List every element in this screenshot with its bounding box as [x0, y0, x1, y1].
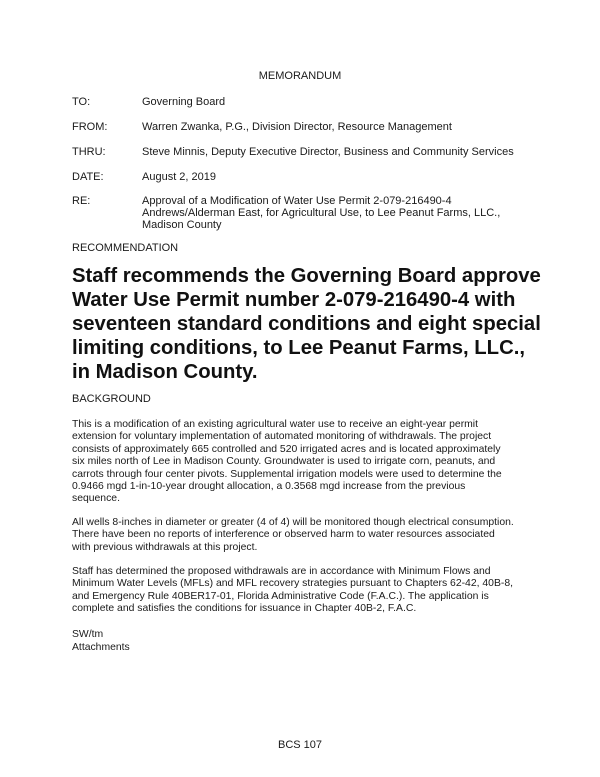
paragraph-line: Minimum Water Levels (MFLs) and MFL recovery strategies pursuant to Chapters 62-42, 40B-8,: [72, 578, 514, 590]
background-paragraph-3: [72, 566, 542, 616]
background-paragraph-1: [72, 419, 542, 506]
paragraph-line: six miles north of Lee in Madison County. Groundwater is used to irrigate corn, peanuts, and: [72, 456, 496, 468]
to-label: TO:: [72, 96, 91, 108]
background-paragraph-2: [72, 517, 542, 554]
paragraph-line: This is a modification of an existing agricultural water use to receive an eight-year permit: [72, 419, 479, 430]
recommendation-label: RECOMMENDATION: [72, 242, 179, 254]
page-footer: BCS 107: [277, 739, 323, 751]
thru-label: THRU:: [72, 146, 106, 158]
paragraph-line: sequence.: [72, 493, 120, 505]
paragraph-line: extension for voluntary implementation of automated monitoring of withdrawals. The project: [72, 431, 492, 443]
paragraph-line: carrots through four center pivots. Supplemental irrigation models were used to determine the: [72, 468, 502, 480]
attachments-label: Attachments: [72, 642, 130, 653]
headline-line: limiting conditions, to Lee Peanut Farms, LLC.,: [72, 337, 525, 359]
memo-title: MEMORANDUM: [258, 70, 342, 82]
paragraph-line: consists of approximately 665 controlled and 520 irrigated acres and is located approximately: [72, 443, 501, 455]
paragraph-line: All wells 8-inches in diameter or greater (4 of 4) will be monitored though electrical consumption.: [72, 517, 514, 528]
headline-line: Water Use Permit number 2-079-216490-4 with: [72, 289, 516, 311]
re-label: RE:: [72, 195, 91, 207]
headline-line: Staff recommends the Governing Board approve: [72, 265, 541, 287]
date-label: DATE:: [72, 171, 104, 183]
background-label: BACKGROUND: [72, 393, 151, 405]
re-line: Andrews/Alderman East, for Agricultural Use, to Lee Peanut Farms, LLC.,: [142, 207, 501, 219]
paragraph-line: with previous withdrawals at this project.: [72, 541, 258, 553]
to-value: Governing Board: [142, 96, 226, 108]
thru-value: Steve Minnis, Deputy Executive Director, Business and Community Services: [142, 146, 514, 158]
paragraph-line: 0.9466 mgd 1-in-10-year drought allocation, a 0.3568 mgd increase from the previous: [72, 481, 466, 493]
headline-line: seventeen standard conditions and eight special: [72, 313, 541, 335]
paragraph-line: There have been no reports of interference or observed harm to water resources associated: [72, 529, 495, 541]
headline-line: in Madison County.: [72, 361, 258, 383]
paragraph-line: Staff has determined the proposed withdrawals are in accordance with Minimum Flows and: [72, 566, 491, 577]
date-value: August 2, 2019: [142, 171, 217, 183]
re-line: Approval of a Modification of Water Use Permit 2-079-216490-4: [142, 195, 452, 207]
from-value: Warren Zwanka, P.G., Division Director, Resource Management: [142, 121, 452, 133]
re-line: Madison County: [142, 219, 222, 231]
paragraph-line: complete and satisfies the conditions for issuance in Chapter 40B-2, F.A.C.: [72, 603, 417, 615]
recommendation-headline: [72, 264, 542, 384]
initials: SW/tm: [72, 629, 104, 640]
from-label: FROM:: [72, 121, 108, 133]
paragraph-line: and Emergency Rule 40BER17-01, Florida Administrative Code (F.A.C.). The application is: [72, 590, 489, 602]
re-value: [142, 195, 542, 231]
signature-block: [72, 628, 130, 654]
